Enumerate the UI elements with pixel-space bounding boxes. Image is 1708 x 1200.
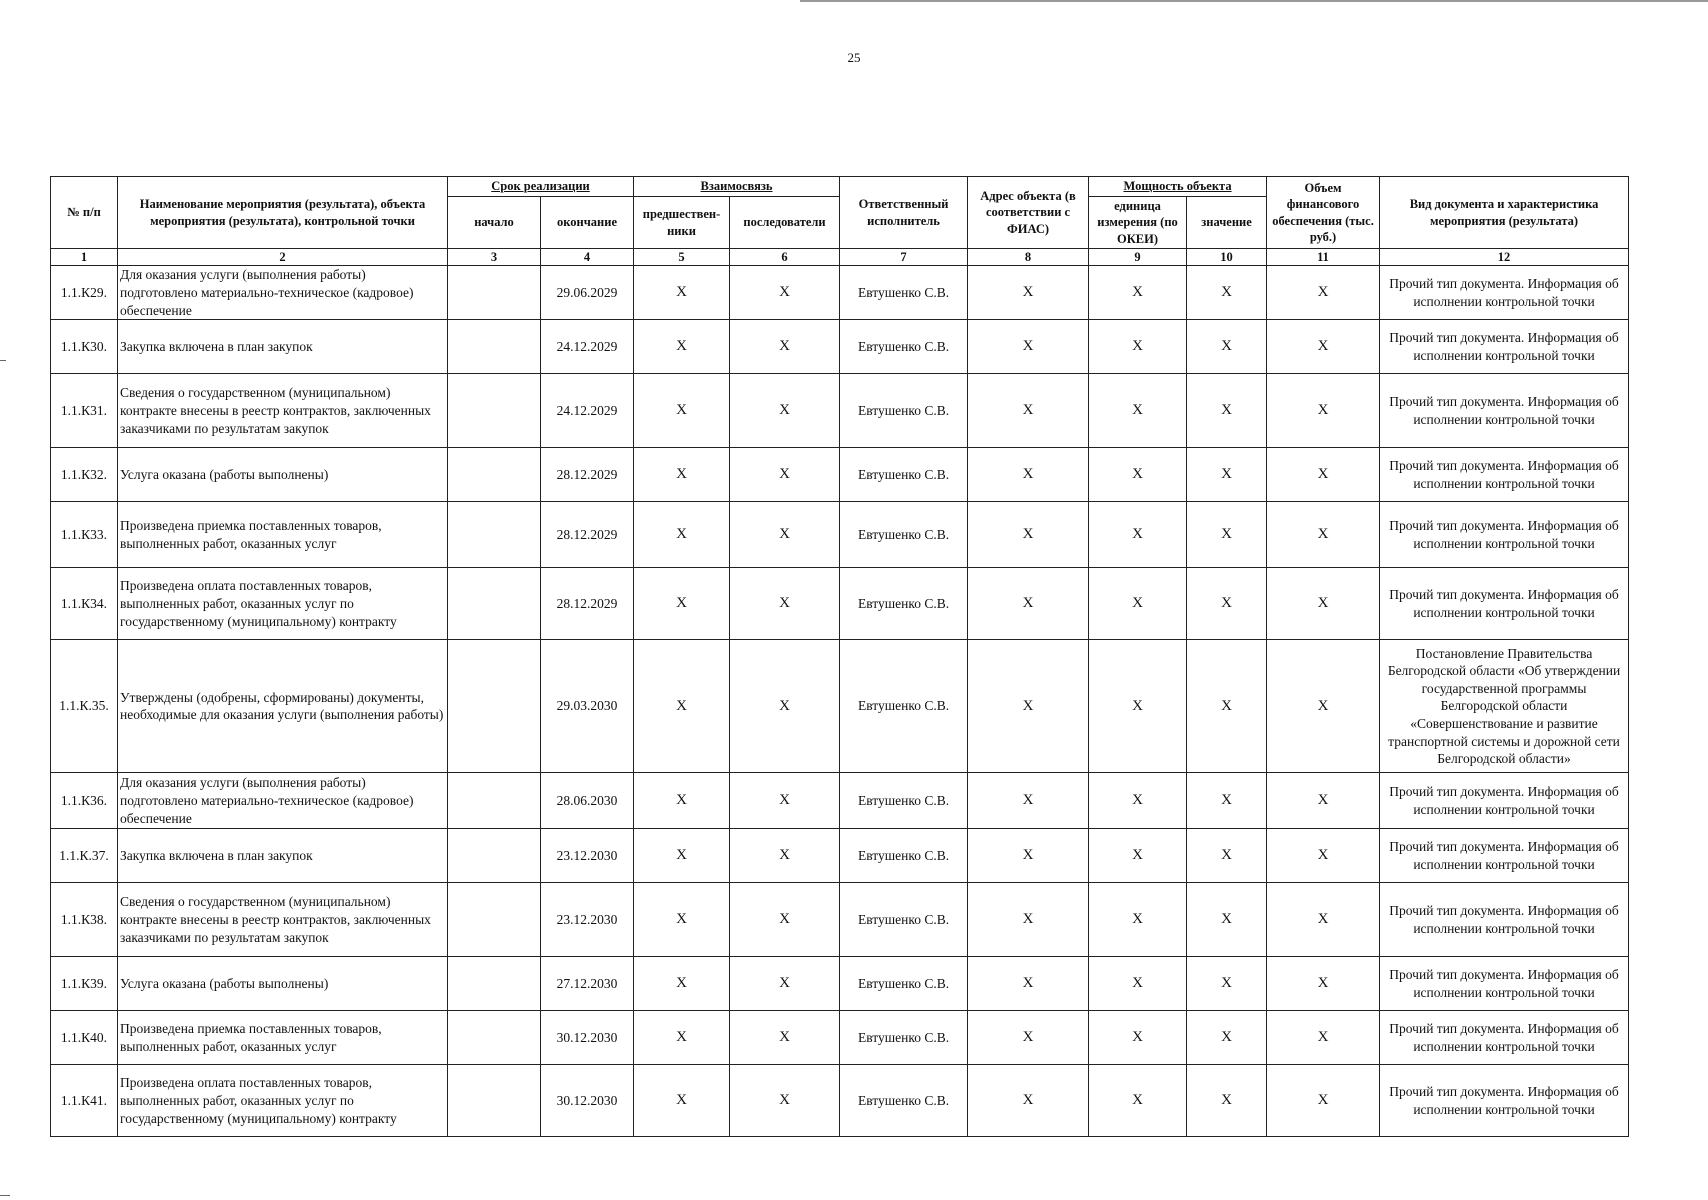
cell-finance: X [1267,568,1380,640]
cell-name: Закупка включена в план закупок [118,829,448,883]
cell-successors: X [730,1065,840,1137]
table-row [51,640,1629,773]
header-address: Адрес объекта (в соответствии с ФИАС) [968,177,1089,249]
table-row [51,568,1629,640]
cell-start [448,829,541,883]
cell-finance: X [1267,883,1380,957]
cell-unit: X [1089,320,1187,374]
cell-unit: X [1089,568,1187,640]
cell-address: X [968,1065,1089,1137]
cell-finance: X [1267,266,1380,320]
margin-mark [0,360,6,361]
column-number: 8 [968,249,1089,266]
cell-doc-type: Прочий тип документа. Информация об исполнении контрольной точки [1380,1065,1629,1137]
cell-unit: X [1089,448,1187,502]
cell-successors: X [730,266,840,320]
cell-doc-type: Прочий тип документа. Информация об исполнении контрольной точки [1380,568,1629,640]
cell-unit: X [1089,266,1187,320]
cell-unit: X [1089,1011,1187,1065]
cell-finance: X [1267,502,1380,568]
cell-start [448,568,541,640]
cell-end: 28.12.2029 [541,502,634,568]
cell-unit: X [1089,374,1187,448]
cell-unit: X [1089,883,1187,957]
cell-number: 1.1.К.35. [51,640,118,773]
cell-successors: X [730,1011,840,1065]
cell-value: X [1187,266,1267,320]
cell-predecessors: X [634,448,730,502]
cell-responsible: Евтушенко С.В. [840,957,968,1011]
cell-finance: X [1267,1011,1380,1065]
cell-responsible: Евтушенко С.В. [840,773,968,829]
header-term-start: начало [448,197,541,249]
cell-value: X [1187,957,1267,1011]
column-number: 12 [1380,249,1629,266]
column-number: 7 [840,249,968,266]
cell-successors: X [730,957,840,1011]
cell-value: X [1187,829,1267,883]
table-row [51,957,1629,1011]
cell-name: Произведена приемка поставленных товаров, выполненных работ, оказанных услуг [118,502,448,568]
cell-name: Сведения о государственном (муниципальном) контракте внесены в реестр контрактов, заключенных заказчиками по результатам закупок [118,374,448,448]
cell-responsible: Евтушенко С.В. [840,1011,968,1065]
cell-value: X [1187,374,1267,448]
cell-name: Закупка включена в план закупок [118,320,448,374]
table-row [51,448,1629,502]
cell-successors: X [730,568,840,640]
cell-successors: X [730,320,840,374]
header-no: № п/п [51,177,118,249]
table-row [51,374,1629,448]
cell-name: Произведена оплата поставленных товаров, выполненных работ, оказанных услуг по государственному (муниципальному) контракту [118,568,448,640]
cell-address: X [968,266,1089,320]
header-doc-type: Вид документа и характеристика мероприятия (результата) [1380,177,1629,249]
header-term-end: окончание [541,197,634,249]
cell-address: X [968,1011,1089,1065]
cell-name: Для оказания услуги (выполнения работы) подготовлено материально-техническое (кадровое) обеспечение [118,266,448,320]
cell-address: X [968,883,1089,957]
header-capacity-unit: единица измерения (по ОКЕИ) [1089,197,1187,249]
header-capacity: Мощность объекта [1089,177,1267,197]
cell-end: 28.12.2029 [541,448,634,502]
cell-finance: X [1267,829,1380,883]
cell-value: X [1187,1065,1267,1137]
cell-end: 23.12.2030 [541,829,634,883]
cell-responsible: Евтушенко С.В. [840,320,968,374]
table-row [51,320,1629,374]
header-name: Наименование мероприятия (результата), объекта мероприятия (результата), контрольной точки [118,177,448,249]
cell-start [448,883,541,957]
cell-end: 28.06.2030 [541,773,634,829]
cell-predecessors: X [634,502,730,568]
cell-successors: X [730,829,840,883]
cell-responsible: Евтушенко С.В. [840,374,968,448]
cell-predecessors: X [634,320,730,374]
cell-number: 1.1.К.37. [51,829,118,883]
column-number: 1 [51,249,118,266]
column-number: 5 [634,249,730,266]
column-number: 2 [118,249,448,266]
cell-number: 1.1.К32. [51,448,118,502]
cell-doc-type: Прочий тип документа. Информация об исполнении контрольной точки [1380,829,1629,883]
cell-responsible: Евтушенко С.В. [840,1065,968,1137]
cell-value: X [1187,1011,1267,1065]
cell-value: X [1187,568,1267,640]
table-row [51,266,1629,320]
column-number: 4 [541,249,634,266]
table-row [51,883,1629,957]
cell-number: 1.1.К38. [51,883,118,957]
margin-mark [0,1195,10,1196]
cell-unit: X [1089,829,1187,883]
cell-value: X [1187,502,1267,568]
cell-start [448,266,541,320]
cell-address: X [968,568,1089,640]
cell-successors: X [730,883,840,957]
header-relation: Взаимосвязь [634,177,840,197]
cell-start [448,773,541,829]
cell-name: Утверждены (одобрены, сформированы) документы, необходимые для оказания услуги (выполнения работы) [118,640,448,773]
cell-responsible: Евтушенко С.В. [840,502,968,568]
cell-successors: X [730,502,840,568]
cell-predecessors: X [634,883,730,957]
header-term: Срок реализации [448,177,634,197]
cell-value: X [1187,773,1267,829]
cell-doc-type: Прочий тип документа. Информация об исполнении контрольной точки [1380,957,1629,1011]
cell-address: X [968,829,1089,883]
cell-name: Для оказания услуги (выполнения работы) подготовлено материально-техническое (кадровое) обеспечение [118,773,448,829]
cell-number: 1.1.К40. [51,1011,118,1065]
cell-start [448,640,541,773]
header-relation-next: последователи [730,197,840,249]
cell-start [448,448,541,502]
cell-start [448,1065,541,1137]
cell-end: 24.12.2029 [541,374,634,448]
cell-doc-type: Прочий тип документа. Информация об исполнении контрольной точки [1380,266,1629,320]
cell-start [448,320,541,374]
cell-unit: X [1089,957,1187,1011]
control-points-table [50,176,1629,1137]
cell-number: 1.1.К31. [51,374,118,448]
cell-unit: X [1089,773,1187,829]
header-responsible: Ответственный исполнитель [840,177,968,249]
column-number: 6 [730,249,840,266]
cell-finance: X [1267,1065,1380,1137]
cell-predecessors: X [634,1065,730,1137]
cell-finance: X [1267,320,1380,374]
cell-address: X [968,502,1089,568]
cell-responsible: Евтушенко С.В. [840,568,968,640]
cell-number: 1.1.К36. [51,773,118,829]
cell-successors: X [730,448,840,502]
cell-start [448,502,541,568]
cell-predecessors: X [634,1011,730,1065]
table-row [51,829,1629,883]
cell-responsible: Евтушенко С.В. [840,883,968,957]
cell-start [448,374,541,448]
cell-successors: X [730,773,840,829]
cell-unit: X [1089,640,1187,773]
cell-name: Произведена приемка поставленных товаров, выполненных работ, оказанных услуг [118,1011,448,1065]
header-relation-prev: предшествен-ники [634,197,730,249]
cell-number: 1.1.К29. [51,266,118,320]
cell-address: X [968,957,1089,1011]
cell-doc-type: Прочий тип документа. Информация об исполнении контрольной точки [1380,448,1629,502]
cell-number: 1.1.К39. [51,957,118,1011]
top-border-line [800,0,1708,2]
cell-doc-type: Прочий тип документа. Информация об исполнении контрольной точки [1380,773,1629,829]
cell-finance: X [1267,640,1380,773]
column-number: 3 [448,249,541,266]
cell-name: Произведена оплата поставленных товаров, выполненных работ, оказанных услуг по государственному (муниципальному) контракту [118,1065,448,1137]
cell-name: Услуга оказана (работы выполнены) [118,448,448,502]
column-number: 10 [1187,249,1267,266]
cell-doc-type: Прочий тип документа. Информация об исполнении контрольной точки [1380,320,1629,374]
cell-predecessors: X [634,266,730,320]
table-row [51,1011,1629,1065]
cell-name: Услуга оказана (работы выполнены) [118,957,448,1011]
cell-address: X [968,773,1089,829]
cell-responsible: Евтушенко С.В. [840,448,968,502]
cell-successors: X [730,374,840,448]
page-number: 25 [847,50,861,65]
cell-finance: X [1267,374,1380,448]
cell-value: X [1187,640,1267,773]
cell-end: 30.12.2030 [541,1011,634,1065]
table-row [51,1065,1629,1137]
cell-doc-type: Прочий тип документа. Информация об исполнении контрольной точки [1380,883,1629,957]
cell-start [448,1011,541,1065]
cell-address: X [968,640,1089,773]
cell-value: X [1187,883,1267,957]
cell-predecessors: X [634,773,730,829]
cell-doc-type: Прочий тип документа. Информация об исполнении контрольной точки [1380,374,1629,448]
cell-unit: X [1089,1065,1187,1137]
cell-responsible: Евтушенко С.В. [840,266,968,320]
cell-end: 24.12.2029 [541,320,634,374]
cell-end: 29.03.2030 [541,640,634,773]
cell-end: 30.12.2030 [541,1065,634,1137]
table-row [51,773,1629,829]
cell-doc-type: Прочий тип документа. Информация об исполнении контрольной точки [1380,1011,1629,1065]
cell-address: X [968,374,1089,448]
cell-end: 23.12.2030 [541,883,634,957]
cell-address: X [968,448,1089,502]
header-finance: Объем финансового обеспечения (тыс. руб.) [1267,177,1380,249]
cell-finance: X [1267,773,1380,829]
cell-doc-type: Прочий тип документа. Информация об исполнении контрольной точки [1380,502,1629,568]
cell-finance: X [1267,448,1380,502]
cell-name: Сведения о государственном (муниципальном) контракте внесены в реестр контрактов, заключенных заказчиками по результатам закупок [118,883,448,957]
cell-number: 1.1.К33. [51,502,118,568]
cell-number: 1.1.К41. [51,1065,118,1137]
column-number: 11 [1267,249,1380,266]
cell-responsible: Евтушенко С.В. [840,829,968,883]
cell-value: X [1187,320,1267,374]
cell-predecessors: X [634,829,730,883]
column-number: 9 [1089,249,1187,266]
cell-unit: X [1089,502,1187,568]
cell-end: 29.06.2029 [541,266,634,320]
cell-predecessors: X [634,640,730,773]
cell-finance: X [1267,957,1380,1011]
cell-value: X [1187,448,1267,502]
cell-address: X [968,320,1089,374]
cell-start [448,957,541,1011]
header-capacity-value: значение [1187,197,1267,249]
cell-responsible: Евтушенко С.В. [840,640,968,773]
cell-predecessors: X [634,568,730,640]
cell-doc-type: Постановление Правительства Белгородской области «Об утверждении государственной программы Белгородской области «Совершенствование и развитие транспортной системы и дорожной сети Белгородской области» [1380,640,1629,773]
cell-end: 28.12.2029 [541,568,634,640]
cell-end: 27.12.2030 [541,957,634,1011]
cell-predecessors: X [634,374,730,448]
cell-number: 1.1.К34. [51,568,118,640]
cell-predecessors: X [634,957,730,1011]
table-row [51,502,1629,568]
cell-number: 1.1.К30. [51,320,118,374]
cell-successors: X [730,640,840,773]
